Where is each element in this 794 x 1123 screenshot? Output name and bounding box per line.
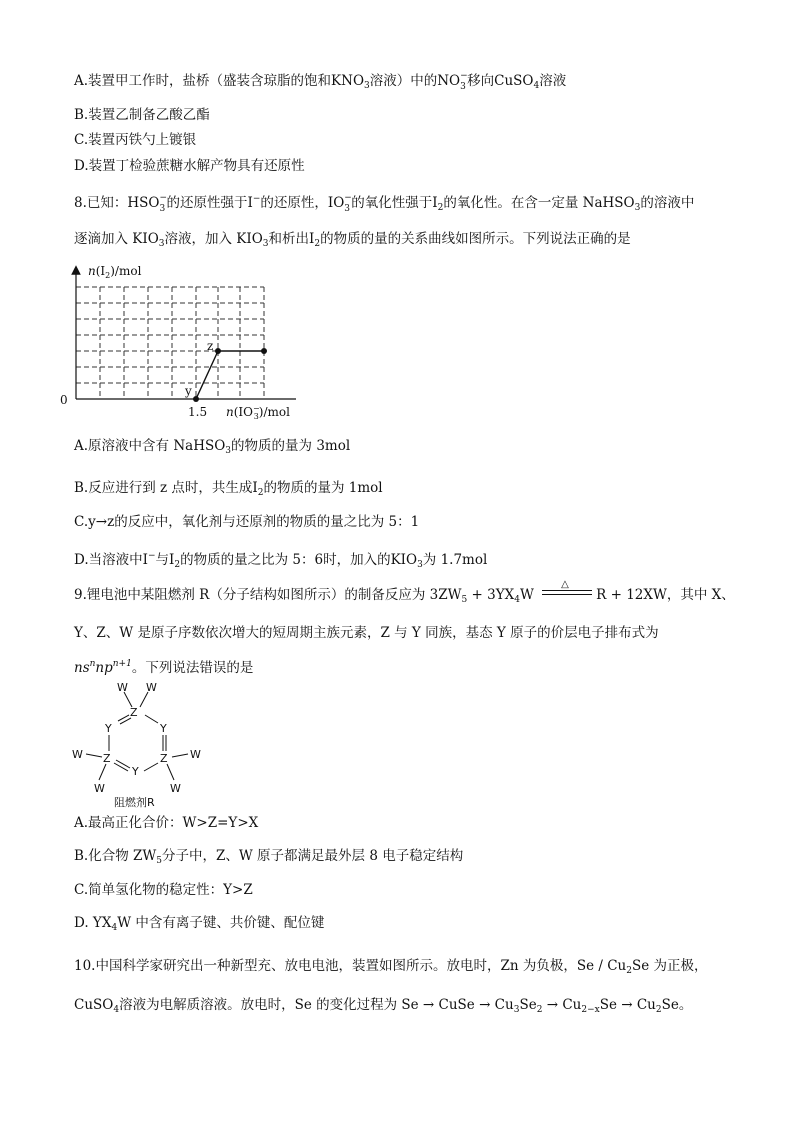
svg-text:Z: Z bbox=[103, 752, 111, 765]
q9-option-c: C.简单氢化物的稳定性：Y>Z bbox=[74, 882, 253, 898]
svg-text:n(IO−3)/mol: n(IO− 3)/mol bbox=[226, 404, 290, 420]
q7-a-text: 溶液）中的NO bbox=[369, 73, 461, 89]
subsup: − 3 bbox=[460, 71, 468, 92]
q7-option-d: D.装置丁检验蔗糖水解产物具有还原性 bbox=[74, 158, 305, 174]
q10-stem-line1: 10.中国科学家研究出一种新型充、放电电池，装置如图所示。放电时，Zn 为负极，Se / $Cu_2Se$ 为正极， bbox=[74, 958, 708, 976]
q9-option-d: D. $YX_4W$ 中含有离子键、共价键、配位键 bbox=[74, 915, 325, 933]
origin-label: 0 bbox=[60, 393, 68, 407]
q8-stem-line2: 逐滴加入 $KIO_3$溶液，加入 $KIO_3$和析出$I_2$的物质的量的关系曲线如图所示。下列说法正确的是 bbox=[74, 231, 631, 249]
subscript: 4 bbox=[533, 81, 540, 91]
q7-option-b: B.装置乙制备乙酸乙酯 bbox=[74, 107, 210, 123]
x-tick-1.5: 1.5 bbox=[188, 405, 208, 419]
q7-a-text: A.装置甲工作时，盐桥（盛装含琼脂的饱和KNO bbox=[74, 73, 365, 89]
point-y-label: y bbox=[185, 384, 192, 398]
q8-option-b: B.反应进行到 z 点时，共生成$I_2$的物质的量为 1mol bbox=[74, 480, 383, 498]
q8-stem-line1: 8.已知：HSO − 3 的还原性强于I−的还原性，IO − 3 的氧化性强于$I_2$的氧化性。在含一定量 NaHSO$_3$的溶液中 bbox=[74, 193, 695, 214]
subscript: 3 bbox=[364, 81, 370, 91]
q7-a-text: 溶液 bbox=[539, 73, 567, 89]
curve-y-to-z bbox=[196, 351, 218, 399]
svg-text:W: W bbox=[190, 748, 201, 761]
q9-stem-line2: Y、Z、W 是原子序数依次增大的短周期主族元素，Z 与 Y 同族，基态 Y 原子的价层电子排布式为 bbox=[74, 625, 659, 641]
q8-option-d: D.当溶液中I−与$I_2$的物质的量之比为 5：6时，加入的$KIO_3$为 1.7mol bbox=[74, 551, 488, 570]
svg-text:Y: Y bbox=[160, 722, 167, 735]
svg-text:Y: Y bbox=[132, 765, 139, 778]
q9-structure-diagram bbox=[64, 680, 224, 810]
svg-text:W: W bbox=[146, 681, 157, 694]
q9-stem-line3: $ns^nnp^{n+1}$。下列说法错误的是 bbox=[74, 659, 254, 676]
point-y bbox=[193, 396, 199, 402]
svg-text:W: W bbox=[94, 782, 105, 795]
q8-option-c: C.y→z的反应中，氧化剂与还原剂的物质的量之比为 5：1 bbox=[74, 514, 420, 530]
svg-text:Z: Z bbox=[130, 706, 138, 719]
q7-a-text: 移向CuSO bbox=[467, 73, 534, 89]
q8-option-a: A.原溶液中含有 NaHSO$_3$的物质的量为 3mol bbox=[74, 438, 351, 456]
q7-option-a bbox=[74, 72, 566, 95]
svg-text:n(I2)/mol: $n(I_2)$/mol bbox=[88, 264, 142, 280]
svg-text:W: W bbox=[72, 748, 83, 761]
reaction-condition-arrow bbox=[542, 579, 592, 599]
x-label: n bbox=[226, 405, 234, 419]
point-z-label: z bbox=[207, 339, 214, 353]
q9-option-a: A.最高正化合价：W>Z=Y>X bbox=[74, 815, 259, 831]
q9-option-b: B.化合物 $ZW_5$分子中，Z、W 原子都满足最外层 8 电子稳定结构 bbox=[74, 848, 464, 866]
heat-symbol: △ bbox=[561, 579, 569, 590]
structure-caption: 阻燃剂R bbox=[114, 796, 155, 809]
svg-text:W: W bbox=[117, 681, 128, 694]
q10-stem-line2: CuSO$_4$溶液为电解质溶液。放电时，Se 的变化过程为 Se → CuSe → $Cu_3Se_2 \to Cu_{2-x}Se \to Cu_2Se$。 bbox=[74, 997, 693, 1015]
q9-stem-line1: 9.锂电池中某阻燃剂 R（分子结构如图所示）的制备反应为 $3ZW_5 + 3YX_4W$ △ R + 12XW，其中 X、 bbox=[74, 585, 735, 609]
graph-grid bbox=[76, 287, 264, 399]
q8-graph bbox=[58, 262, 318, 420]
point-end bbox=[261, 348, 267, 354]
q7-option-c: C.装置丙铁勺上镀银 bbox=[74, 132, 197, 148]
y-label: n bbox=[88, 264, 96, 278]
point-z bbox=[215, 348, 221, 354]
svg-text:Z: Z bbox=[160, 752, 168, 765]
svg-text:W: W bbox=[170, 782, 181, 795]
svg-text:Y: Y bbox=[105, 722, 112, 735]
